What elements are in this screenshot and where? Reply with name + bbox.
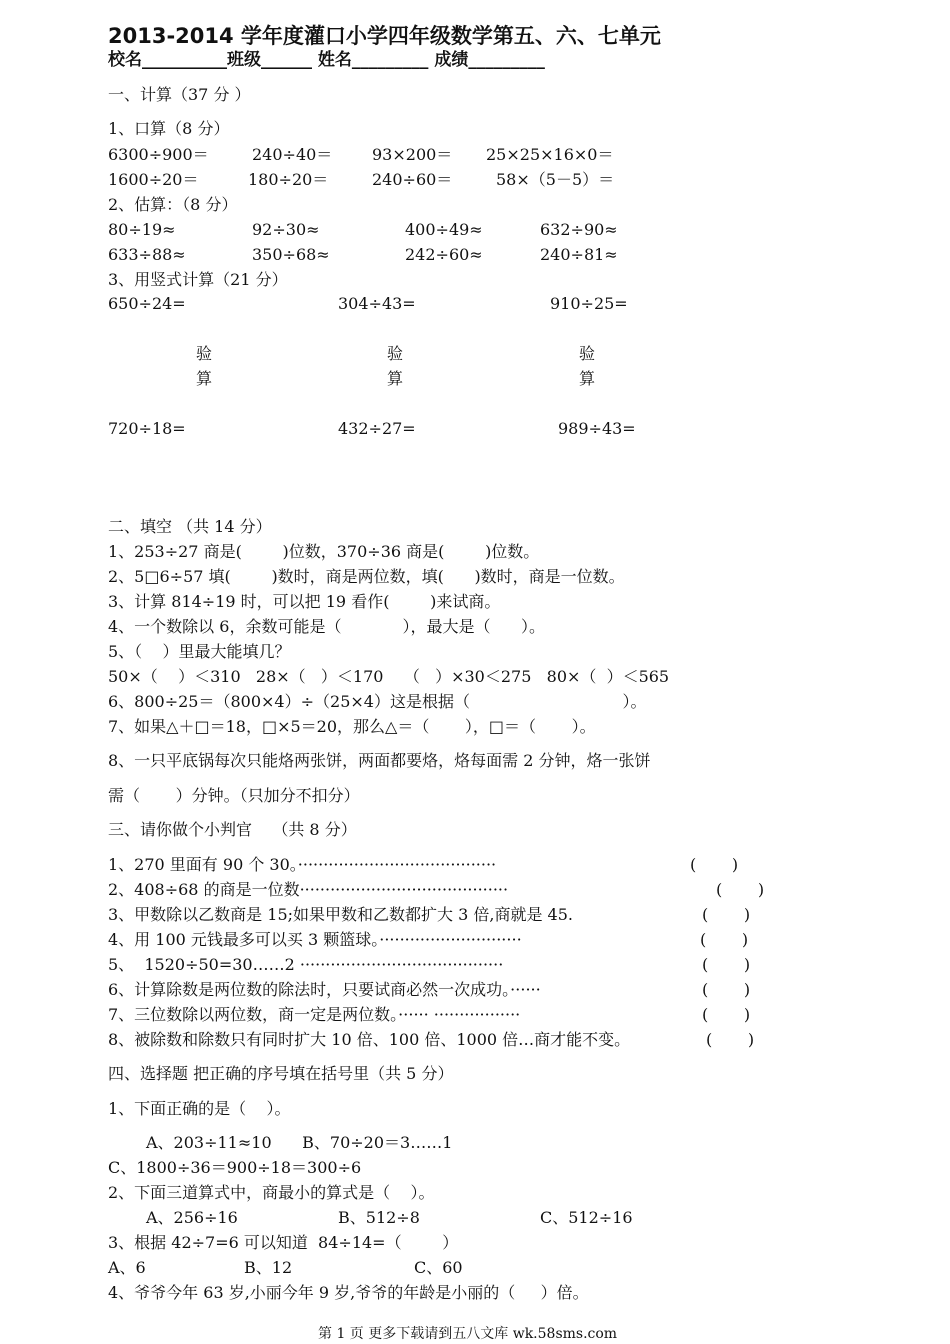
check-label: 算 xyxy=(196,369,213,388)
oral-problem: 1600÷20＝ xyxy=(108,170,199,189)
fill-question: 5、（ ）里最大能填几？ xyxy=(108,642,291,661)
estimate-problem: 400÷49≈ xyxy=(405,220,483,239)
oral-problem: 93×200＝ xyxy=(372,145,453,164)
section2-title: 二、填空 （共 14 分） xyxy=(108,517,272,536)
fill-question: 2、5□6÷57 填( )数时，商是两位数，填( )数时，商是一位数。 xyxy=(108,567,625,586)
section4-title: 四、选择题 把正确的序号填在括号里（共 5 分） xyxy=(108,1064,454,1083)
judge-item: 5、 1520÷50=30……2 ········································ xyxy=(108,955,504,974)
estimate-problem: 240÷81≈ xyxy=(540,245,618,264)
oral-problem: 240÷60＝ xyxy=(372,170,453,189)
page-title: 2013-2014 学年度灌口小学四年级数学第五、六、七单元 xyxy=(108,24,661,48)
judge-paren: ( ) xyxy=(702,980,751,999)
section3-title: 三、请你做个小判官 （共 8 分） xyxy=(108,820,357,839)
judge-paren: ( ) xyxy=(702,955,751,974)
fill-question: 需（ ）分钟。（只加分不扣分） xyxy=(108,786,360,805)
page-footer: 第 1 页 更多下载请到五八文库 wk.58sms.com xyxy=(318,1326,618,1342)
vertical-problem: 910÷25= xyxy=(550,294,628,313)
judge-paren: ( ) xyxy=(700,930,749,949)
estimate-title: 2、估算：（8 分） xyxy=(108,195,238,214)
estimate-problem: 633÷88≈ xyxy=(108,245,186,264)
fill-question: 4、一个数除以 6，余数可能是（ ），最大是（ ）。 xyxy=(108,617,545,636)
judge-item: 1、270 里面有 90 个 30。······································· xyxy=(108,855,497,874)
choice-question: 2、下面三道算式中，商最小的算式是（ ）。 xyxy=(108,1183,435,1202)
check-label: 验 xyxy=(579,344,596,363)
vertical-problem: 432÷27= xyxy=(338,419,416,438)
judge-item: 8、被除数和除数只有同时扩大 10 倍、100 倍、1000 倍…商才能不变。 xyxy=(108,1030,631,1049)
choice-option: C、512÷16 xyxy=(540,1208,633,1227)
fill-question: 1、253÷27 商是( )位数，370÷36 商是( )位数。 xyxy=(108,542,540,561)
choice-option: A、256÷16 xyxy=(146,1208,238,1227)
fill-question: 8、一只平底锅每次只能烙两张饼，两面都要烙，烙每面需 2 分钟，烙一张饼 xyxy=(108,751,651,770)
check-label: 验 xyxy=(387,344,404,363)
vertical-problem: 720÷18= xyxy=(108,419,186,438)
check-label: 验 xyxy=(196,344,213,363)
judge-paren: ( ) xyxy=(702,905,751,924)
choice-option: A、6 xyxy=(108,1258,146,1277)
choice-option: C、60 xyxy=(414,1258,463,1277)
estimate-problem: 80÷19≈ xyxy=(108,220,176,239)
judge-paren: ( ) xyxy=(716,880,765,899)
estimate-problem: 632÷90≈ xyxy=(540,220,618,239)
fill-question: 6、800÷25＝（800×4）÷（25×4）这是根据（ ）。 xyxy=(108,692,647,711)
judge-item: 4、用 100 元钱最多可以买 3 颗篮球。···························· xyxy=(108,930,522,949)
oral-problem: 25×25×16×0＝ xyxy=(486,145,614,164)
check-label: 算 xyxy=(387,369,404,388)
section1-title: 一、计算（37 分 ） xyxy=(108,85,251,104)
oral-title: 1、口算（8 分） xyxy=(108,119,230,138)
estimate-problem: 242÷60≈ xyxy=(405,245,483,264)
oral-problem: 180÷20＝ xyxy=(248,170,329,189)
judge-paren: ( ) xyxy=(690,855,739,874)
choice-option: C、1800÷36＝900÷18＝300÷6 xyxy=(108,1158,362,1177)
oral-problem: 58×（5－5）＝ xyxy=(496,170,615,189)
choice-option: B、512÷8 xyxy=(338,1208,420,1227)
estimate-problem: 92÷30≈ xyxy=(252,220,320,239)
fill-question: 7、如果△＋□＝18，□×5＝20，那么△＝（ ），□＝（ ）。 xyxy=(108,717,596,736)
choice-question: 1、下面正确的是（ ）。 xyxy=(108,1099,291,1118)
choice-option: B、12 xyxy=(244,1258,293,1277)
judge-paren: ( ) xyxy=(706,1030,755,1049)
judge-item: 7、三位数除以两位数，商一定是两位数。······ ················· xyxy=(108,1005,521,1024)
vertical-problem: 650÷24= xyxy=(108,294,186,313)
judge-item: 6、计算除数是两位数的除法时，只要试商必然一次成功。······ xyxy=(108,980,541,999)
check-label: 算 xyxy=(579,369,596,388)
choice-question: 4、爷爷今年 63 岁,小丽今年 9 岁,爷爷的年龄是小丽的（ ）倍。 xyxy=(108,1283,589,1302)
judge-item: 2、408÷68 的商是一位数········································· xyxy=(108,880,509,899)
fill-question-row: 50×（ ）＜310 28×（ ）＜170 （ ）×30＜275 80×（ ）＜565 xyxy=(108,667,670,686)
estimate-problem: 350÷68≈ xyxy=(252,245,330,264)
oral-problem: 6300÷900＝ xyxy=(108,145,209,164)
fill-question: 3、计算 814÷19 时，可以把 19 看作( )来试商。 xyxy=(108,592,501,611)
vertical-title: 3、用竖式计算（21 分） xyxy=(108,270,288,289)
judge-paren: ( ) xyxy=(702,1005,751,1024)
vertical-problem: 989÷43= xyxy=(558,419,636,438)
judge-item: 3、甲数除以乙数商是 15;如果甲数和乙数都扩大 3 倍,商就是 45. xyxy=(108,905,573,924)
choice-options: A、203÷11≈10 B、70÷20＝3……1 xyxy=(146,1133,453,1152)
choice-question: 3、根据 42÷7=6 可以知道 84÷14=（ ） xyxy=(108,1233,459,1252)
student-info-line: 校名__________班级______ 姓名_________ 成绩_________ xyxy=(108,50,545,70)
oral-problem: 240÷40＝ xyxy=(252,145,333,164)
vertical-problem: 304÷43= xyxy=(338,294,416,313)
